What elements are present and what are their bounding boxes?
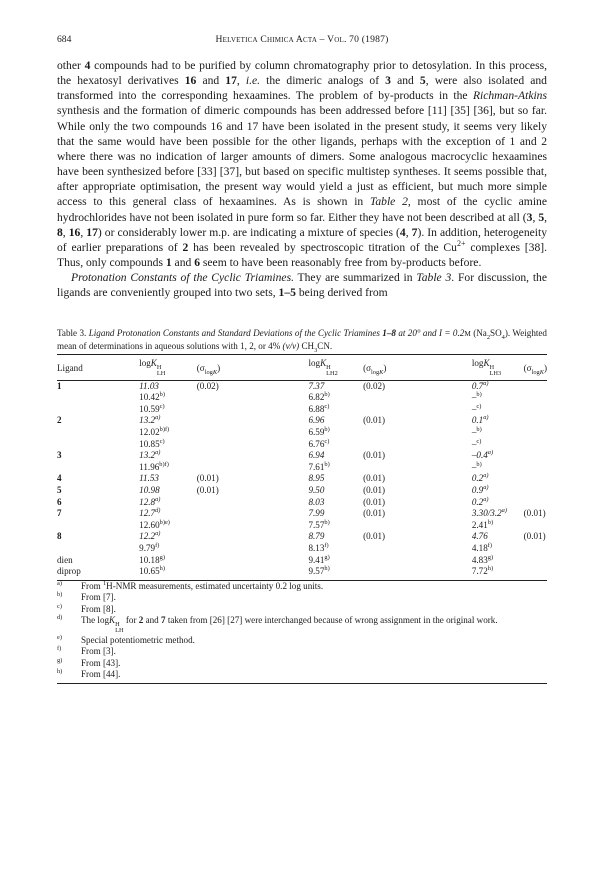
cell-sigma3: (0.01) xyxy=(523,531,546,542)
table-row xyxy=(57,427,547,439)
table-row xyxy=(57,555,547,567)
cell-sigma2: (0.01) xyxy=(363,485,386,495)
cell-ligand xyxy=(57,543,139,555)
footnote-text: From [8]. xyxy=(81,603,116,614)
table-row xyxy=(57,380,547,392)
cell-sigma3: (0.01) xyxy=(523,508,546,519)
footnote-mark: f) xyxy=(57,645,62,653)
cell-logk2: 6.94 xyxy=(308,450,325,461)
table-row xyxy=(57,520,547,532)
footnote xyxy=(57,646,547,657)
cell-sigma2 xyxy=(363,543,472,555)
table-footnotes xyxy=(57,581,547,681)
footnote xyxy=(57,581,547,592)
cell-sigma2: (0.02) xyxy=(363,380,386,391)
cell-logk1: 12.2$^{a)}$ xyxy=(139,530,161,542)
cell-sigma3 xyxy=(524,427,547,439)
cell-ligand xyxy=(57,462,139,474)
cell-ligand xyxy=(57,427,139,439)
cell-logk2: 7.61$^{b)}$ xyxy=(308,460,330,472)
cell-sigma3 xyxy=(524,450,547,462)
cell-logk2: 6.82$^{b)}$ xyxy=(308,391,330,403)
cell-logk2: 6.88$^{c)}$ xyxy=(308,402,330,414)
footnote-rule xyxy=(57,683,547,684)
table-row xyxy=(57,497,547,509)
cell-sigma1 xyxy=(197,415,309,427)
cell-logk2: 8.03 xyxy=(308,496,325,507)
cell-ligand: diprop xyxy=(57,566,81,577)
header-sigma2: $(\sigma_{logK})$ xyxy=(363,354,472,380)
cell-logk1: 10.42$^{b)}$ xyxy=(139,391,165,403)
cell-logk2: 7.57$^{b)}$ xyxy=(308,518,330,530)
table-row xyxy=(57,462,547,474)
cell-logk3: –$^{b)}$ xyxy=(471,460,482,472)
cell-logk2: 7.99 xyxy=(308,508,325,519)
cell-logk3: 0.2$^{a)}$ xyxy=(471,495,489,507)
cell-ligand: 6 xyxy=(57,496,62,507)
cell-logk3: –$^{b)}$ xyxy=(471,391,482,403)
cell-logk1: 10.85$^{c)}$ xyxy=(139,437,165,449)
cell-sigma2 xyxy=(363,462,472,474)
cell-sigma1 xyxy=(197,543,309,555)
cell-sigma3 xyxy=(524,555,547,567)
cell-sigma3 xyxy=(524,473,547,485)
cell-sigma3 xyxy=(524,485,547,497)
cell-ligand: 3 xyxy=(57,450,62,461)
table-row xyxy=(57,450,547,462)
table-row xyxy=(57,473,547,485)
footnote-text: From [44]. xyxy=(81,668,121,679)
header-logk2: logK H LH2 xyxy=(308,354,363,380)
cell-ligand: dien xyxy=(57,554,73,565)
cell-sigma3 xyxy=(524,543,547,555)
cell-sigma3 xyxy=(524,462,547,474)
cell-ligand xyxy=(57,404,139,416)
cell-ligand: 1 xyxy=(57,380,62,391)
cell-logk1: 13.2$^{a)}$ xyxy=(139,449,161,461)
footnote-mark: h) xyxy=(57,667,63,675)
table-row xyxy=(57,566,547,580)
cell-sigma1 xyxy=(197,555,309,567)
table-caption xyxy=(57,327,547,352)
cell-sigma3 xyxy=(524,404,547,416)
footnote-text: From [43]. xyxy=(81,657,121,668)
cell-sigma3 xyxy=(524,566,547,580)
running-header xyxy=(57,34,547,52)
cell-logk1: $11.96^{b)f)}$ xyxy=(139,460,169,472)
cell-sigma3 xyxy=(524,520,547,532)
cell-sigma1 xyxy=(197,404,309,416)
cell-sigma1 xyxy=(197,392,309,404)
cell-logk3: 0.7$^{a)}$ xyxy=(471,379,489,391)
caption-label: Table 3. xyxy=(57,327,87,338)
cell-sigma1: (0.02) xyxy=(196,380,219,391)
cell-ligand: 4 xyxy=(57,473,62,484)
cell-logk2: 6.59$^{b)}$ xyxy=(308,426,330,438)
cell-sigma3 xyxy=(524,439,547,451)
cell-logk2: 8.95 xyxy=(308,473,325,484)
cell-logk3: 0.1$^{a)}$ xyxy=(471,414,489,426)
cell-logk3: 2.41$^{b)}$ xyxy=(471,518,494,530)
cell-logk1: 11.03 xyxy=(139,380,159,391)
cell-logk1: 9.79$^{f)}$ xyxy=(139,541,160,553)
table-row xyxy=(57,404,547,416)
table-row xyxy=(57,485,547,497)
cell-logk1: 10.98 xyxy=(139,485,160,495)
cell-sigma1 xyxy=(197,497,309,509)
cell-logk3: 7.72$^{h)}$ xyxy=(471,565,494,577)
cell-logk2: 8.79 xyxy=(308,531,325,542)
cell-ligand xyxy=(57,439,139,451)
cell-sigma3 xyxy=(524,380,547,392)
cell-logk3: –$^{b)}$ xyxy=(471,426,482,438)
cell-sigma1 xyxy=(197,520,309,532)
header-logk3: logK H LH3 xyxy=(472,354,524,380)
cell-sigma2 xyxy=(363,392,472,404)
page-number: 684 xyxy=(57,34,72,45)
cell-logk3: 4.18$^{f)}$ xyxy=(471,541,493,553)
cell-logk2: 9.57$^{h)}$ xyxy=(308,565,330,577)
cell-ligand: 8 xyxy=(57,531,62,542)
cell-sigma2: (0.01) xyxy=(363,531,386,542)
cell-sigma1: (0.01) xyxy=(196,485,219,495)
footnote-text: From [7]. xyxy=(81,592,116,603)
table-body xyxy=(57,380,547,580)
table-row xyxy=(57,392,547,404)
table-row xyxy=(57,508,547,520)
cell-sigma1 xyxy=(197,450,309,462)
cell-logk2: 7.37 xyxy=(308,380,325,391)
cell-sigma1 xyxy=(197,566,309,580)
cell-sigma1: (0.01) xyxy=(196,473,219,484)
cell-sigma2 xyxy=(363,555,472,567)
cell-sigma1 xyxy=(197,531,309,543)
cell-sigma2 xyxy=(363,520,472,532)
cell-logk3: 3.30/3.2$^{a)}$ xyxy=(471,507,507,519)
cell-sigma2 xyxy=(363,404,472,416)
cell-ligand xyxy=(57,392,139,404)
cell-sigma2: (0.01) xyxy=(363,496,386,507)
cell-sigma2 xyxy=(363,439,472,451)
cell-logk3: –0.4$^{a)}$ xyxy=(471,449,494,461)
footnote-text: Special potentiometric method. xyxy=(81,634,195,645)
table-header-row xyxy=(57,354,547,380)
cell-ligand: 2 xyxy=(57,415,62,426)
cell-logk1: 10.65$^{h)}$ xyxy=(139,565,165,577)
table-row xyxy=(57,439,547,451)
table-row xyxy=(57,543,547,555)
header-sigma3: $(\sigma_{logK})$ xyxy=(524,354,547,380)
footnote xyxy=(57,592,547,603)
footnote-mark: g) xyxy=(57,656,63,664)
cell-logk3: 4.83$^{g)}$ xyxy=(471,553,494,565)
footnote-text: From [3]. xyxy=(81,646,116,657)
cell-sigma2: (0.01) xyxy=(363,508,386,519)
footnote-mark: b) xyxy=(57,591,63,599)
cell-logk2: 6.96 xyxy=(308,415,325,426)
cell-logk1: $12.60^{b)e)}$ xyxy=(139,518,170,530)
cell-sigma1 xyxy=(197,508,309,520)
cell-sigma1 xyxy=(197,439,309,451)
cell-logk3: 0.9$^{a)}$ xyxy=(471,483,489,495)
footnote-mark: a) xyxy=(57,579,62,587)
cell-sigma2: (0.01) xyxy=(363,450,386,461)
cell-logk1: 12.7$^{d)}$ xyxy=(139,507,161,519)
footnote xyxy=(57,658,547,669)
cell-sigma2: (0.01) xyxy=(363,415,386,426)
cell-sigma1 xyxy=(197,462,309,474)
body-text xyxy=(57,58,547,301)
footnote-text: From $^1$H-NMR measurements, estimated uncertainty 0.2 log units. xyxy=(81,579,324,591)
cell-logk1: $12.02^{b)f)}$ xyxy=(139,426,170,438)
protonation-table xyxy=(57,354,547,580)
cell-sigma2 xyxy=(363,566,472,580)
cell-logk3: –$^{c)}$ xyxy=(471,437,482,449)
cell-logk1: 11.53 xyxy=(139,473,159,484)
cell-logk3: 0.2$^{a)}$ xyxy=(471,472,489,484)
cell-sigma3 xyxy=(524,392,547,404)
footnote xyxy=(57,604,547,615)
journal-title: Helvetica Chimica Acta – Vol. 70 (1987) xyxy=(215,34,389,45)
footnote-mark: e) xyxy=(57,633,62,641)
cell-logk1: 10.18$^{g)}$ xyxy=(139,553,165,565)
body-paragraph: other 4 compounds had to be purified by column chromatography prior to detosylation. In this process, the hexatosyl derivatives 16 and 17, i.e. the dimeric analogs of 3 and 5, were also isolated and transformed into the corresponding hexaamines. The problem of by-products in the Richman-Atkins synthesis and the formation of dimeric compounds has been addressed before [11] [35] [36], but so far. While only the two compounds 16 and 17 have been isolated in the present study, it seems very likely that the same would have been possible for the other ligands, perhaps with the exception of 1 and 2 where there was no indication of larger amounts of dimers. Some analogous macrocyclic hexaamines have been synthesized before [33] [37], but based on specific multistep syntheses. It seems possible that, after appropriate optimisation, the present way would yield a just as efficient, but much more simple access to this general class of hexaamines. As is shown in Table 2, most of the cyclic amine hydrochlorides have not been isolated in pure form so far. Either they have not been described at all (3, 5, 8, 16, 17) or considerably lower m.p. are indicating a mixture of species (4, 7). In addition, heterogeneity of earlier preparations of 2 has been revealed by spectroscopic titration of the $Cu^{2+}$ complexes [38]. Thus, only compounds 1 and 6 seem to have been reasonably free from by-products before. xyxy=(57,59,548,270)
footnote xyxy=(57,669,547,680)
caption-rest: $(Na_2SO_4)$. Weighted mean of determinations in aqueous solutions with 1, 2, or 4% (v/v) $CH_3CN$. xyxy=(57,327,547,354)
cell-logk3: –$^{c)}$ xyxy=(471,402,482,414)
footnote-text: The logK H LH for 2 and 7 taken from [26] [27] were interchanged because of wrong assignment in the original work. xyxy=(81,614,498,635)
journal-page xyxy=(57,34,547,684)
cell-sigma1 xyxy=(197,427,309,439)
cell-sigma3 xyxy=(524,497,547,509)
cell-logk2: 9.41$^{g)}$ xyxy=(308,553,330,565)
header-ligand: Ligand xyxy=(57,354,139,380)
header-logk1: logK H LH xyxy=(139,354,197,380)
cell-logk1: 12.8$^{a)}$ xyxy=(139,495,161,507)
cell-sigma2: (0.01) xyxy=(363,473,386,484)
cell-logk3: 4.76 xyxy=(471,531,488,542)
header-sigma1: $(\sigma_{logK})$ xyxy=(197,354,309,380)
cell-logk1: 10.59$^{c)}$ xyxy=(139,402,165,414)
footnote-mark: d) xyxy=(57,613,63,621)
cell-logk2: 6.76$^{c)}$ xyxy=(308,437,330,449)
cell-sigma3 xyxy=(524,415,547,427)
footnote xyxy=(57,635,547,646)
cell-logk2: 8.13$^{f)}$ xyxy=(308,541,329,553)
cell-sigma2 xyxy=(363,427,472,439)
footnote xyxy=(57,615,547,635)
cell-logk1: 13.2$^{a)}$ xyxy=(139,414,161,426)
body-paragraph: Protonation Constants of the Cyclic Triamines. They are summarized in Table 3. For discussion, the ligands are conveniently grouped into two sets, 1–5 being derived from xyxy=(57,271,548,300)
caption-title: Ligand Protonation Constants and Standard Deviations of the Cyclic Triamines 1–8 at 20° and I = 0.2M xyxy=(88,327,471,338)
cell-ligand: 5 xyxy=(57,485,62,495)
cell-ligand: 7 xyxy=(57,508,62,519)
table-row xyxy=(57,531,547,543)
footnote-mark: c) xyxy=(57,602,62,610)
cell-ligand xyxy=(57,520,139,532)
table-row xyxy=(57,415,547,427)
cell-logk2: 9.50 xyxy=(308,485,325,495)
